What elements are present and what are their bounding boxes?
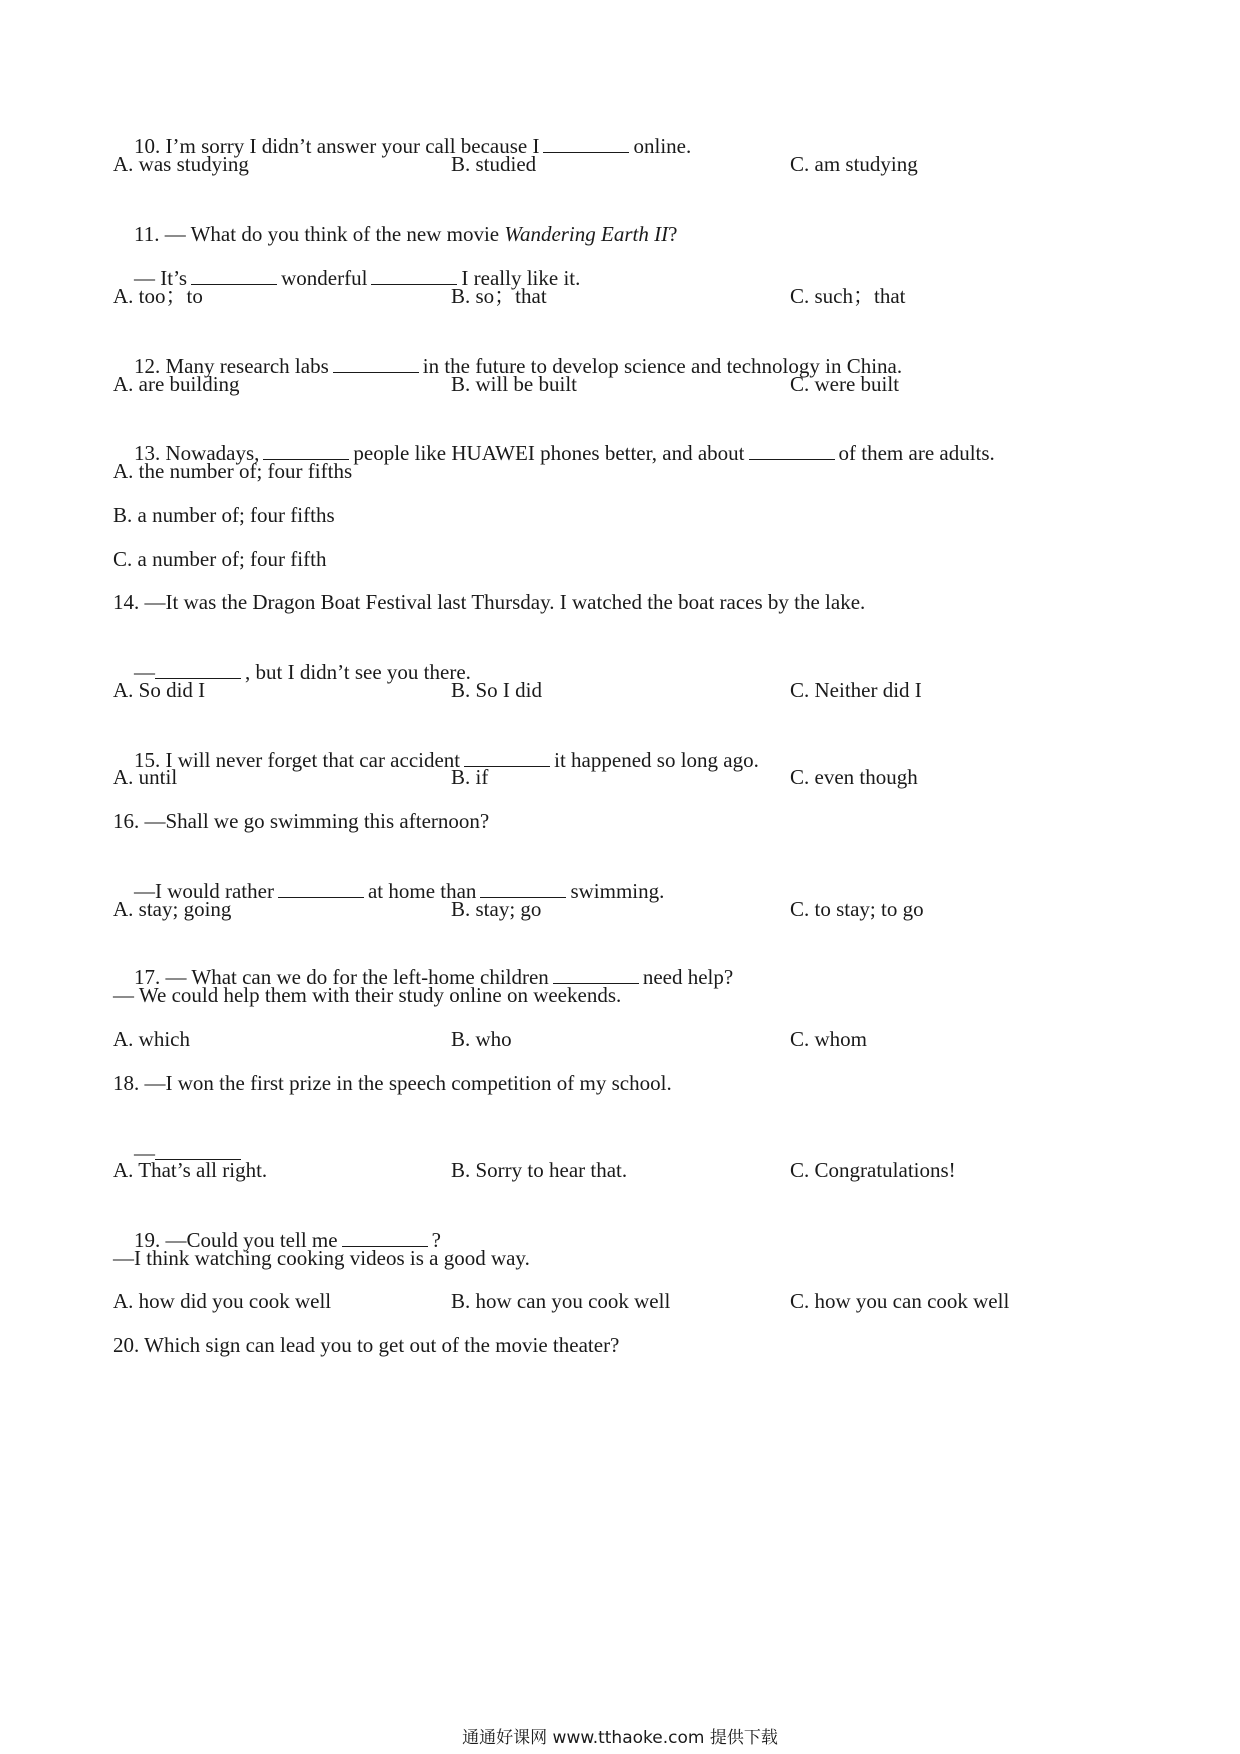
option-c: C. even though (790, 765, 918, 789)
question-13-suffix: of them are adults. (838, 441, 995, 465)
question-20: 20. Which sign can lead you to get out of the movie theater? (113, 1333, 620, 1357)
question-18: 18. —I won the first prize in the speech competition of my school. (113, 1071, 672, 1095)
reply-part-1: —I would rather (134, 879, 274, 903)
answer-blank (371, 266, 457, 285)
reply-dash: — (134, 660, 155, 684)
question-11-suffix: ? (668, 222, 678, 246)
option-c: C. whom (790, 1027, 868, 1051)
option-a: A. are building (113, 372, 240, 396)
question-17-prefix: 17. — What can we do for the left-home children (134, 965, 549, 989)
option-c: C. am studying (790, 152, 918, 176)
option-b: B. if (451, 765, 489, 789)
option-c: C. Congratulations! (790, 1158, 956, 1182)
option-a: A. how did you cook well (113, 1289, 332, 1313)
option-c: C. such；that (790, 284, 906, 308)
reply-dash: — (134, 1141, 155, 1165)
question-12-prefix: 12. Many research labs (134, 354, 329, 378)
reply-part-2: wonderful (281, 266, 368, 290)
option-b: B. how can you cook well (451, 1289, 671, 1313)
question-14: 14. —It was the Dragon Boat Festival last Thursday. I watched the boat races by the lake. (113, 590, 866, 614)
option-b: B. stay; go (451, 897, 542, 921)
reply-part-3: swimming. (570, 879, 665, 903)
question-17-reply: — We could help them with their study online on weekends. (113, 983, 622, 1007)
question-19-prefix: 19. —Could you tell me (134, 1228, 338, 1252)
option-b: B. studied (451, 152, 537, 176)
answer-blank (749, 441, 835, 460)
option-a: A. was studying (113, 152, 249, 176)
question-19-suffix: ? (431, 1228, 441, 1252)
question-10-suffix: online. (633, 134, 692, 158)
reply-part-1: — It’s (134, 266, 188, 290)
option-b: B. so；that (451, 284, 547, 308)
movie-title: Wandering Earth II (504, 222, 669, 246)
option-b: B. who (451, 1027, 512, 1051)
question-15 (113, 721, 759, 799)
question-17-suffix: need help? (642, 965, 734, 989)
option-b: B. a number of; four fifths (113, 503, 335, 527)
option-c: C. to stay; to go (790, 897, 924, 921)
answer-blank (333, 354, 419, 373)
question-12-suffix: in the future to develop science and technology in China. (422, 354, 903, 378)
option-a: A. until (113, 765, 178, 789)
question-16: 16. —Shall we go swimming this afternoon? (113, 809, 490, 833)
option-b: B. will be built (451, 372, 577, 396)
option-a: A. stay; going (113, 897, 232, 921)
option-a: A. which (113, 1027, 190, 1051)
reply-part-2: at home than (367, 879, 477, 903)
option-a: A. That’s all right. (113, 1158, 268, 1182)
option-b: B. So I did (451, 678, 543, 702)
reply-part-3: I really like it. (461, 266, 581, 290)
option-a: A. the number of; four fifths (113, 459, 353, 483)
option-a: A. too；to (113, 284, 203, 308)
question-11-prefix: 11. — What do you think of the new movie (134, 222, 505, 246)
question-13-middle: people like HUAWEI phones better, and about (353, 441, 745, 465)
question-15-suffix: it happened so long ago. (554, 748, 759, 772)
option-c: C. Neither did I (790, 678, 922, 702)
page-footer: 通通好课网 www.tthaoke.com 提供下载 (462, 1728, 778, 1748)
option-b: B. Sorry to hear that. (451, 1158, 628, 1182)
reply-suffix: , but I didn’t see you there. (245, 660, 471, 684)
question-10-prefix: 10. I’m sorry I didn’t answer your call because I (134, 134, 540, 158)
answer-blank (543, 134, 629, 153)
question-19-reply: —I think watching cooking videos is a good way. (113, 1246, 530, 1270)
answer-blank (191, 266, 277, 285)
question-13-prefix: 13. Nowadays, (134, 441, 260, 465)
option-c: C. were built (790, 372, 900, 396)
option-a: A. So did I (113, 678, 206, 702)
answer-blank (278, 879, 364, 898)
option-c: C. how you can cook well (790, 1289, 1010, 1313)
option-c: C. a number of; four fifth (113, 547, 327, 571)
question-15-prefix: 15. I will never forget that car accident (134, 748, 461, 772)
